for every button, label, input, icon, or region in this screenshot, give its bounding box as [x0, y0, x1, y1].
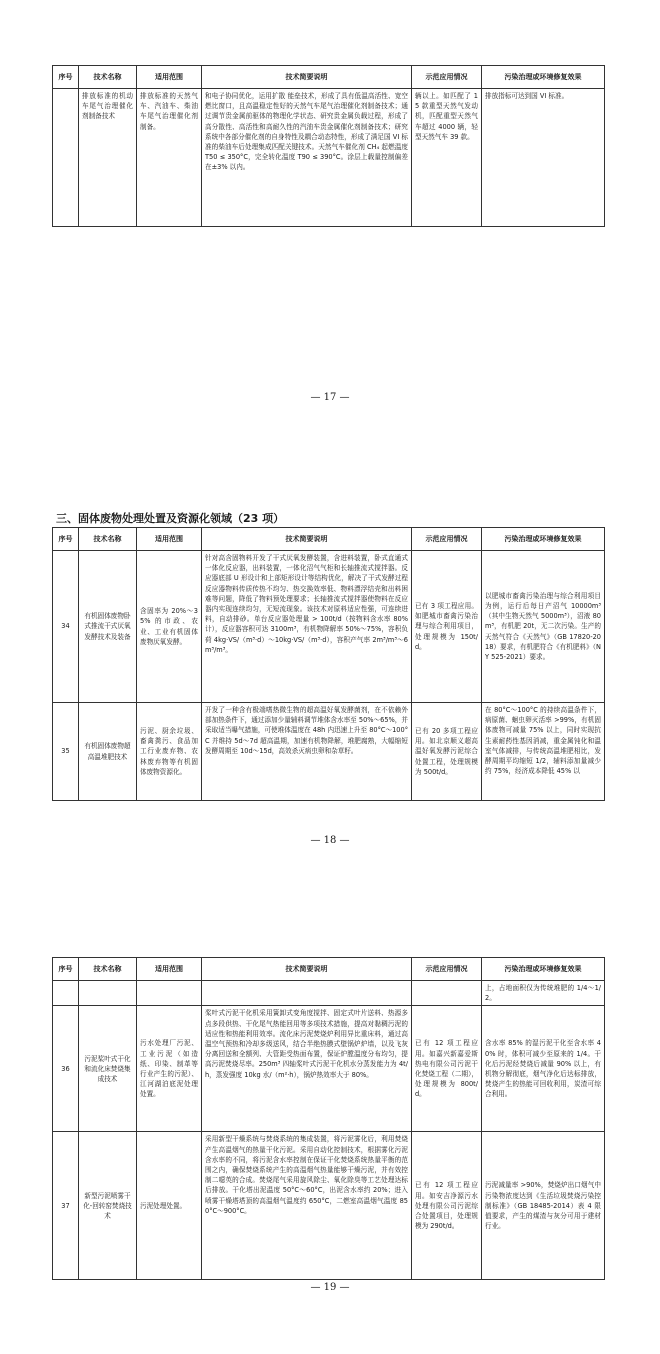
- table-page-17: [52, 65, 605, 227]
- cell-name: 污泥桨叶式干化和流化床焚烧集成技术: [79, 1006, 137, 1132]
- cell-demo: 已有 12 项工程应用。如嘉兴新嘉爱斯热电有限公司污泥干化焚烧工程（二期），处理规模为 800t/d。: [412, 1006, 482, 1132]
- cell-effect: 含水率 85% 的湿污泥干化至含水率 40% 时，体积可减少至原来的 1/4。干化后污泥经焚烧后减量 90% 以上，有机物分解彻底，烟气净化后达标排放，焚烧产生的热能可回收利用，炭渣可综合利用。: [482, 1006, 605, 1132]
- cell-scope: 污泥、厨余垃圾、畜禽粪污、食品加工行业废弃物、农林废弃物等有机固体废物资源化。: [137, 703, 202, 801]
- cell-scope: 污泥处理处置。: [137, 1132, 202, 1280]
- cell-effect: 在 80°C～100°C 的持续高温条件下，病原菌、蛔虫卵灭活率 >99%，有机固体废物可减量 75% 以上，同时实现抗生素耐药性基因消减，重金属钝化和温室气体减排，与传统高温堆肥相比，发酵周期平均缩短 1/2，辅料添加量减少约 75%，经济成本降低 45% 以: [482, 703, 605, 801]
- cell-no: 35: [53, 703, 79, 801]
- cell-no: 37: [53, 1132, 79, 1280]
- page-number: — 17 —: [310, 392, 350, 403]
- cell-scope: 污水处理厂污泥、工业污泥（如造纸、印染、制革等行业产生的污泥）、江河湖泊底泥处理处置。: [137, 1006, 202, 1132]
- header-scope: 适用范围: [137, 66, 202, 89]
- table-header-row: [53, 66, 605, 89]
- table-header-row: [53, 528, 605, 551]
- header-effect: 污染治理或环境修复效果: [482, 66, 605, 89]
- table-row: [53, 703, 605, 801]
- header-desc: 技术简要说明: [202, 958, 412, 981]
- header-scope: 适用范围: [137, 528, 202, 551]
- cell-demo: 辆以上。如匹配了 15 款重型天然气发动机，匹配重型天然气车超过 4000 辆，轻型天然气车 39 款。: [412, 89, 482, 227]
- page-number: — 18 —: [310, 835, 350, 846]
- table-row-continued: [53, 981, 605, 1006]
- header-demo: 示范应用情况: [412, 958, 482, 981]
- header-no: 序号: [53, 528, 79, 551]
- cell-name: 有机固体废物超高温堆肥技术: [79, 703, 137, 801]
- header-no: 序号: [53, 958, 79, 981]
- table-row: [53, 89, 605, 227]
- cell-effect-continued: 上，占地面积仅为传统堆肥的 1/4～1/2。: [482, 981, 605, 1006]
- cell-demo: 已有 20 多项工程应用。如北京顺义超高温好氧发酵污泥综合处置工程，处理规模为 500t/d。: [412, 703, 482, 801]
- table-page-19: [52, 957, 605, 1280]
- cell-desc: 和电子协同优化，运用扩散 能垒技术，形成了具有低温高活性、宽空燃比窗口，且高温稳定性好的天然气车尾气治理催化剂制备技术；通过调节贵金属前驱体的物理化学状态、研究贵金属负载过程，形成了高分散性、高活性和高耐久性的汽油车贵金属催化剂制备技术；研究系统中各部分催化剂的自身特性及耦合动态特性，形成了满足国 VI 标准的柴油车后处理集成匹配关键技术。天然气车催化剂 CH₄ 起燃温度 T50 ≤ 350°C，完全转化温度 T90 ≤ 390°C。涂层上载量控制偏差在±3% 以内。: [202, 89, 412, 227]
- cell-effect: 污泥减量率 >90%，焚烧炉出口烟气中污染物浓度达到《生活垃圾焚烧污染控制标准》（GB 18485-2014）表 4 限值要求，产生的煤渣与灰分可用于建材行业。: [482, 1132, 605, 1280]
- cell-scope: 含固率为 20%～35% 的市政、农业、工业有机固体废物厌氧发酵。: [137, 551, 202, 703]
- header-name: 技术名称: [79, 528, 137, 551]
- cell-no: 36: [53, 1006, 79, 1132]
- cell-name: 排放标准的机动车尾气治理催化剂制备技术: [79, 89, 137, 227]
- cell-desc: 开发了一种含有极端嗜热微生物的超高温好氧发酵菌剂，在不依赖外部加热条件下，通过添加少量辅料调节堆体含水率至 50%～65%，并采取适当曝气措施，可使堆体温度在 48h 内迅速上升至 80°C～100°C 并维持 5d～7d 超高温期，加速有机物降解，堆肥腐熟，大幅缩短发酵周期至 10d～15d，高效杀灭病虫卵和杂草籽。: [202, 703, 412, 801]
- cell-no: 34: [53, 551, 79, 703]
- cell-effect: 以肥城市畜禽污染治理与综合利用项目为例，运行后每日产沼气 10000m³（其中生物天然气 5000m³），沼液 80m³，有机肥 20t，无二次污染。生产的天然气符合《天然气》（GB 17820-2018）要求，有机肥符合《有机肥料》（NY 525-2021）要求。: [482, 551, 605, 703]
- table-row: [53, 1132, 605, 1280]
- section-title: 三、固体废物处理处置及资源化领域（23 项）: [56, 512, 285, 525]
- header-effect: 污染治理或环境修复效果: [482, 528, 605, 551]
- header-demo: 示范应用情况: [412, 66, 482, 89]
- cell-scope: 排放标准的天然气车、汽油车、柴油车尾气治理催化剂制备。: [137, 89, 202, 227]
- cell-desc: 采用新型干燥系统与焚烧系统的集成装置，将污泥雾化后，利用焚烧产生高温烟气的热量干化污泥。采用自动化控制技术，根据雾化污泥含水率的不同，将污泥含水率控制在保证干化焚烧系统热量平衡的范围之内，确保焚烧系统产生的高温烟气热量能够干燥污泥，并有效控制二噁英的合成。焚烧尾气采用旋风除尘、氧化除臭等工艺处理达标后排放。干化塔出泥温度 50°C～60°C，出泥含水率约 20%；进入喷雾干燥塔塔顶的高温烟气温度约 650°C，二燃室高温烟气温度 850°C～900°C。: [202, 1132, 412, 1280]
- header-name: 技术名称: [79, 958, 137, 981]
- header-effect: 污染治理或环境修复效果: [482, 958, 605, 981]
- header-desc: 技术简要说明: [202, 528, 412, 551]
- header-desc: 技术简要说明: [202, 66, 412, 89]
- cell-name: 有机固体废物卧式推流干式厌氧发酵技术及装备: [79, 551, 137, 703]
- cell-name: 新型污泥喷雾干化-回转窑焚烧技术: [79, 1132, 137, 1280]
- header-name: 技术名称: [79, 66, 137, 89]
- table-header-row: [53, 958, 605, 981]
- cell-demo: 已有 12 项工程应用。如安吉净源污水处理有限公司污泥综合处置项目，处理规模为 290t/d。: [412, 1132, 482, 1280]
- cell-desc: 针对高含固物料开发了干式厌氧发酵装置，含进料装置，卧式直通式一体化反应器，出料装置，一体化沼气气柜和长轴推流式搅拌器。反应器底部 U 形设计和上部矩形设计等结构优化，解决了干式发酵过程反应器物料传质传热不均匀、热交换效率低、物料漂浮结壳和出料困难等问题，降低了物料预处理要求；长轴推流式搅拌器使物料在反应器内实现连续均匀，无短流现象。该技术对原料适应性强，可连续进料，自动排砂。单台反应器处理量 > 100t/d（按物料含水率 80% 计），反应器容积可达 3100m³，有机物降解率 50%～75%，容积负荷 4kg·VS/（m³·d）～10kg·VS/（m³·d），容积产气率 2m³/m³～6m³/m³。: [202, 551, 412, 703]
- page-number: — 19 —: [310, 1282, 350, 1293]
- cell-demo: 已有 3 项工程应用。如肥城市畜禽污染治理与综合利用项目，处理规模为 150t/d。: [412, 551, 482, 703]
- cell-desc: 桨叶式污泥干化机采用簧卸式变角度搅拌、固定式叶片送料、热源多点多段供热、干化尾气热能回用等多项技术措施，提高对黏稠污泥的适应性和热能利用效率。流化床污泥焚烧炉利用异比重床料，通过高温空气预热和冷却多级送风，结合半绝热膜式壁锅炉炉墙，以及飞灰分离回送和全额列、大管距受热面布置，保证炉膛温度分布均匀，提高污泥焚烧尽率。250m³ 四轴桨叶式污泥干化机水分蒸发能力为 4t/h，蒸发强度 10kg 水/（m²·h），锅炉热效率大于 80%。: [202, 1006, 412, 1132]
- table-page-18: [52, 527, 605, 801]
- table-row: [53, 1006, 605, 1132]
- table-row: [53, 551, 605, 703]
- header-scope: 适用范围: [137, 958, 202, 981]
- cell-effect: 排放指标可达到国 VI 标准。: [482, 89, 605, 227]
- cell-no: [53, 89, 79, 227]
- header-no: 序号: [53, 66, 79, 89]
- header-demo: 示范应用情况: [412, 528, 482, 551]
